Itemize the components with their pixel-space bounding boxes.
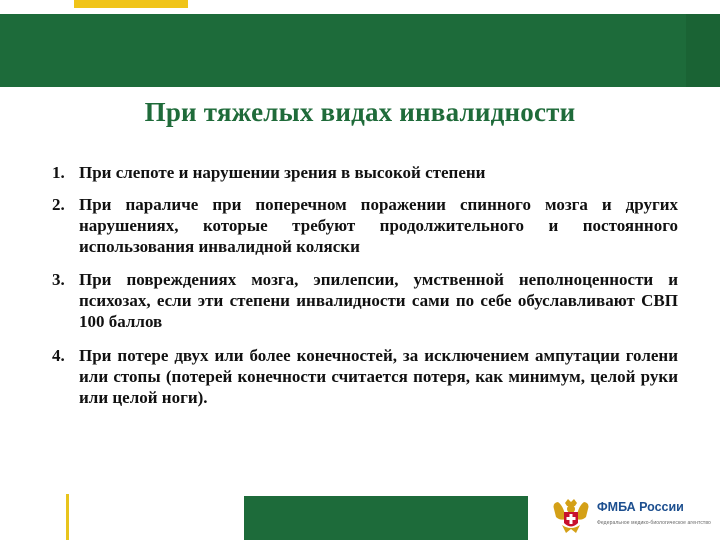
- list-item-text: При слепоте и нарушении зрения в высокой степени: [79, 163, 486, 182]
- list-item-number: 4.: [52, 346, 65, 365]
- list-item: [52, 269, 678, 332]
- list-item-text: При потере двух или более конечностей, за исключением ампутации голени или стопы (потерей конечности считается потеря, как минимум, целой руки или целой ноги).: [79, 346, 678, 407]
- list-item: [52, 194, 678, 257]
- list-item-number: 3.: [52, 270, 65, 289]
- slide-title: При тяжелых видах инвалидности: [144, 97, 576, 127]
- logo-name: ФМБА России: [597, 500, 684, 514]
- coat-of-arms-icon: [550, 497, 592, 537]
- list-item-number: 2.: [52, 195, 65, 214]
- fmba-logo: [597, 500, 711, 526]
- header-band-edge: [686, 14, 720, 87]
- logo-subtitle: Федеральное медико-биологическое агентство: [597, 520, 711, 526]
- list-item: [52, 345, 678, 408]
- list-item-text: При параличе при поперечном поражении спинного мозга и других нарушениях, которые требуют продолжительного и постоянного использования инвалидной коляски: [79, 195, 678, 256]
- list-item: [52, 162, 678, 183]
- list-item-number: 1.: [52, 163, 65, 182]
- footer-yellow-line: [66, 494, 69, 540]
- criteria-list: [52, 162, 678, 408]
- footer-green-band: [244, 496, 528, 540]
- header-band: [0, 14, 720, 87]
- top-yellow-accent: [74, 0, 188, 8]
- list-item-text: При повреждениях мозга, эпилепсии, умственной неполноценности и психозах, если эти степени инвалидности сами по себе обуславливают СВП 100 баллов: [79, 270, 678, 331]
